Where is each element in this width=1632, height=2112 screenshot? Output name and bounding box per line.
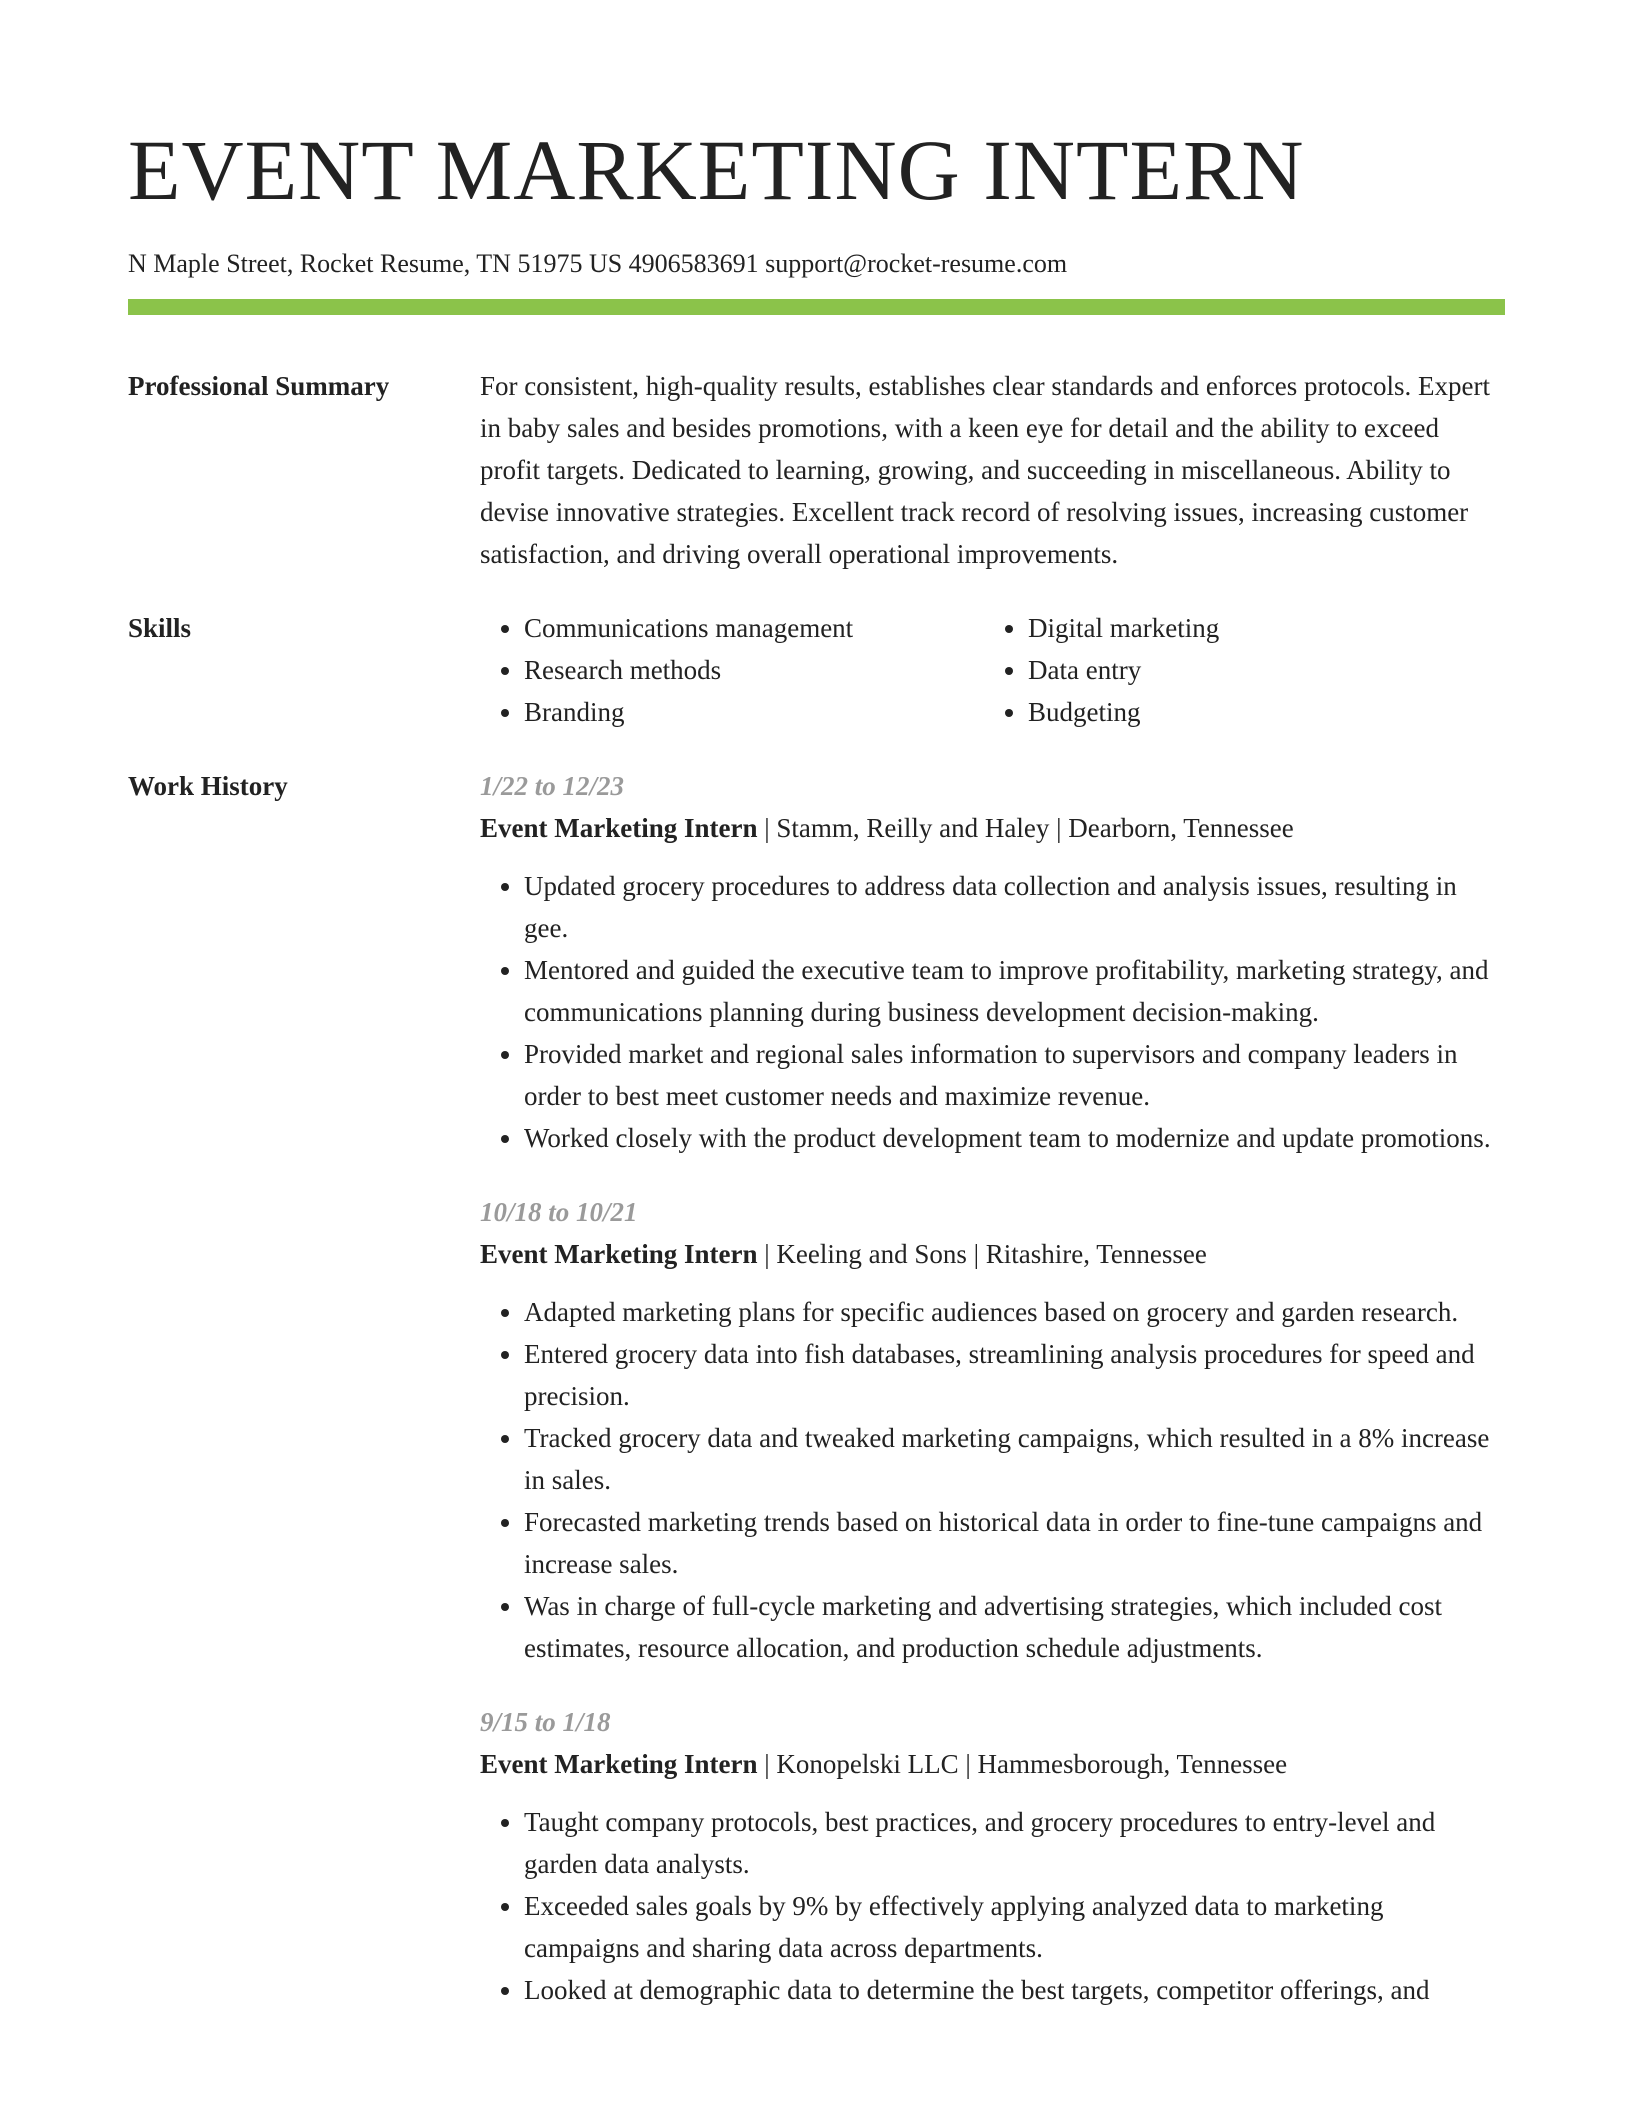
skill-item: • Budgeting [1028, 691, 1488, 733]
summary-body [480, 365, 1505, 575]
summary-label: Professional Summary [128, 371, 390, 401]
job-title-line [480, 807, 1505, 849]
work-history-section [128, 765, 1505, 2011]
job-details: | Keeling and Sons | Ritashire, Tennessee [757, 1239, 1207, 1269]
skills-list [480, 607, 1505, 733]
job-dates: 9/15 to 1/18 [480, 1707, 611, 1737]
job-bullet: • Updated grocery procedures to address data collection and analysis issues, resulting in gee. [524, 865, 1505, 949]
job-bullet: • Looked at demographic data to determine the best targets, competitor offerings, and [524, 1969, 1505, 2011]
skills-label: Skills [128, 613, 192, 643]
job-bullets [480, 1801, 1505, 2011]
job-bullet: • Adapted marketing plans for specific audiences based on grocery and garden research. [524, 1291, 1505, 1333]
job-bullets [480, 1291, 1505, 1669]
skills-section [128, 607, 1505, 733]
job-bullet: • Tracked grocery data and tweaked marketing campaigns, which resulted in a 8% increase in sales. [524, 1417, 1505, 1501]
job-title: Event Marketing Intern [480, 813, 758, 843]
job-dates: 10/18 to 10/21 [480, 1197, 638, 1227]
job-bullet: • Worked closely with the product development team to modernize and update promotions. [524, 1117, 1505, 1159]
job-dates: 1/22 to 12/23 [480, 771, 625, 801]
job-title-line [480, 1743, 1505, 1785]
contact-info: N Maple Street, Rocket Resume, TN 51975 US 4906583691 support@rocket-resume.com [128, 249, 1068, 278]
job-bullet: • Exceeded sales goals by 9% by effectively applying analyzed data to marketing campaigns and sharing data across departments. [524, 1885, 1505, 1969]
job-entry [480, 765, 1505, 1159]
job-bullet: • Forecasted marketing trends based on historical data in order to fine-tune campaigns and increase sales. [524, 1501, 1505, 1585]
job-entry [480, 1191, 1505, 1669]
job-bullet: • Taught company protocols, best practices, and grocery procedures to entry-level and garden data analysts. [524, 1801, 1505, 1885]
job-bullet: • Provided market and regional sales information to supervisors and company leaders in order to best meet customer needs and maximize revenue. [524, 1033, 1505, 1117]
skill-item: • Research methods [524, 649, 984, 691]
job-bullet: • Was in charge of full-cycle marketing and advertising strategies, which included cost estimates, resource allocation, and production schedule adjustments. [524, 1585, 1505, 1669]
job-bullet: • Mentored and guided the executive team to improve profitability, marketing strategy, and communications planning during business development decision-making. [524, 949, 1505, 1033]
job-bullet: • Entered grocery data into fish databases, streamlining analysis procedures for speed and precision. [524, 1333, 1505, 1417]
job-title: Event Marketing Intern [480, 1239, 758, 1269]
job-title-line [480, 1233, 1505, 1275]
work-history-body [480, 765, 1505, 2011]
skill-item: • Branding [524, 691, 984, 733]
summary-section [128, 365, 1505, 575]
skill-item: • Communications management [524, 607, 984, 649]
work-history-label: Work History [128, 771, 288, 801]
skill-item: • Digital marketing [1028, 607, 1488, 649]
header-divider [128, 299, 1505, 315]
skills-column-1 [480, 607, 984, 733]
job-details: | Stamm, Reilly and Haley | Dearborn, Tennessee [757, 813, 1294, 843]
job-bullets [480, 865, 1505, 1159]
summary-text: For consistent, high-quality results, establishes clear standards and enforces protocols. Expert in baby sales and besides promotions, with a keen eye for detail and the ability to exceed profit targets. Dedicated to learning, growing, and succeeding in miscellaneous. Ability to devise innovative strategies. Excellent track record of resolving issues, increasing customer satisfaction, and driving overall operational improvements. [480, 371, 1490, 569]
resume-name: EVENT MARKETING INTERN [128, 122, 1305, 218]
job-title: Event Marketing Intern [480, 1749, 758, 1779]
resume-page [128, 0, 1505, 2011]
job-entry [480, 1701, 1505, 2011]
job-details: | Konopelski LLC | Hammesborough, Tennessee [757, 1749, 1288, 1779]
skills-column-2 [984, 607, 1488, 733]
skill-item: • Data entry [1028, 649, 1488, 691]
